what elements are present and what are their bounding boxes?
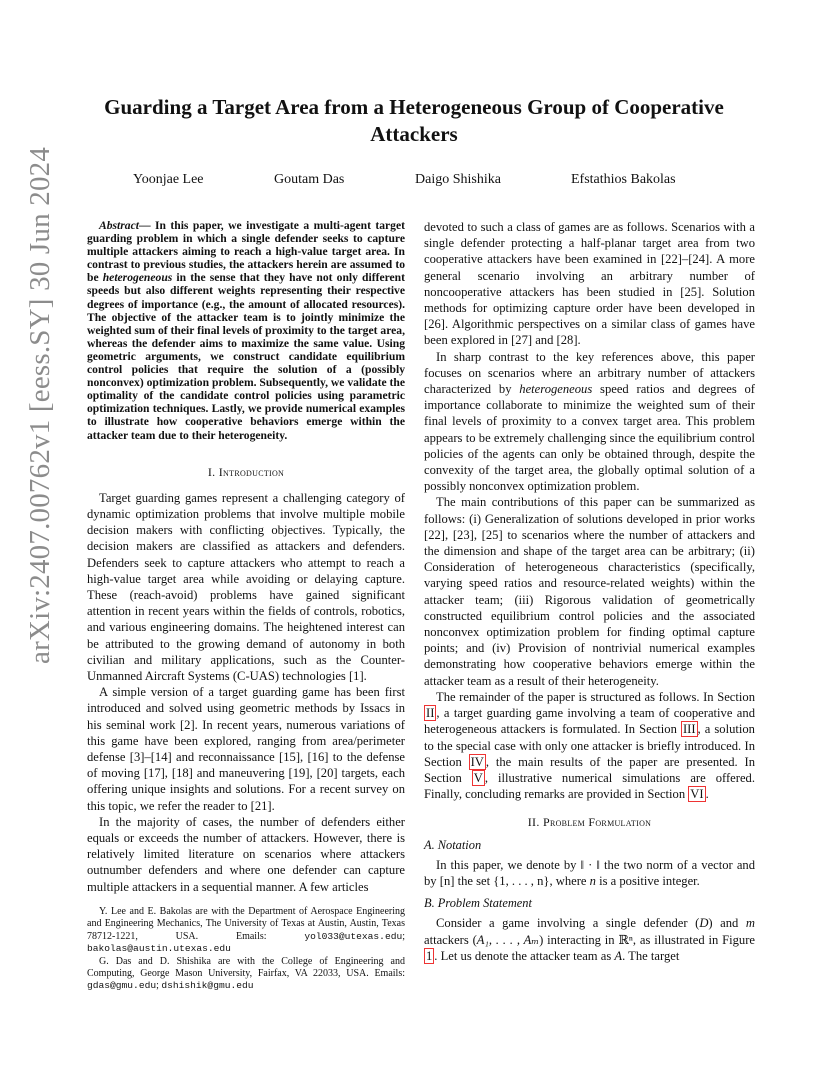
paragraph: The remainder of the paper is structured as follows. In Section II , a target guarding game involving a team of cooperative and heterogeneous attackers is formulated. In Section III , a solution to the special case with only one attacker is briefly introduced. In Section IV , the main results of the paper are presented. In Section V , illustrative numerical simulations are offered. Finally, concluding remarks are provided in Section VI . <box>424 689 755 802</box>
subsection-heading-problem-statement: B. Problem Statement <box>424 896 532 911</box>
footnote-affiliation: G. Das and D. Shishika are with the College of Engineering and Computing, George Mason University, Fairfax, VA 22033, USA. Emails: gdas@gmu.edu; dshishik@gmu.edu <box>87 955 405 992</box>
arxiv-identifier-stamp: arXiv:2407.00762v1 [eess.SY] 30 Jun 2024 <box>24 146 56 664</box>
abstract-text: in the sense that they have not only different speeds but also different weights representing their respective degrees of importance (e.g., the amount of allocated resources). The objective of the attacker team is to jointly minimize the weighted sum of their final levels of proximity to the target area, whereas the defender aims to maximize the same value. Using geometric arguments, we construct candidate equilibrium control policies that require the solution of a (possibly nonconvex) optimization problem. Subsequently, we validate the optimality of the candidate control policies using parametric optimization techniques. Lastly, we provide numerical examples to illustrate how cooperative behaviors emerge within the attacker team due to their heterogeneity. <box>87 271 405 442</box>
section-heading-problem-formulation: II. Problem Formulation <box>527 815 652 830</box>
section-ref-link[interactable]: III <box>682 722 696 737</box>
section-ref-link[interactable]: II <box>426 706 435 721</box>
section-ref-link[interactable]: IV <box>470 754 484 769</box>
abstract-label: Abstract <box>99 219 139 232</box>
emphasis: heterogeneous <box>519 382 593 397</box>
abstract-text: — In this paper, we investigate a multi-agent target guarding problem in which a single defender seeks to capture multiple attackers aiming to reach a high-value target area. In contrast to previous studies, the attackers herein are assumed to be <box>87 219 405 285</box>
paragraph: Target guarding games represent a challenging category of dynamic optimization problems that involve multiple mobile decision makers with conflicting objectives. Typically, the decision makers are classified as attackers and defenders. Defenders seek to capture attackers who attempt to reach a high-value target area while avoiding or delaying capture. These (reach-avoid) problems have gained significant attention in recent years within the fields of controls, robotics, and various engineering domains. The heightened interest can be attributed to the growing demand of autonomy in both civilian and military applications, such as the Counter-Unmanned Aircraft Systems (C-UAS) technologies [1]. <box>87 490 405 684</box>
email-link[interactable]: yol033@utexas.edu <box>304 930 403 942</box>
paragraph: devoted to such a class of games are as follows. Scenarios with a single defender protecting a half-planar target area from two cooperative attackers have been examined in [22]–[24]. A more general scenario involving an arbitrary number of noncooperative attackers has been studied in [25]. Solution methods for optimizing capture order have been developed in [26]. Algorithmic perspectives on a similar class of games have been explored in [27] and [28]. <box>424 220 755 348</box>
paragraph: Consider a game involving a single defender (D) and m attackers (A₁, . . . , Aₘ) interacting in ℝⁿ, as illustrated in Figure 1 . Let us denote the attacker team as A. The target <box>424 916 755 963</box>
right-column <box>424 219 755 964</box>
abstract-emphasis: heterogeneous <box>102 271 173 285</box>
author-name: Goutam Das <box>274 172 345 187</box>
left-column <box>87 219 405 895</box>
email-link[interactable]: bakolas@austin.utexas.edu <box>87 943 231 955</box>
section-heading-introduction: I. Introduction <box>207 464 285 479</box>
author-name: Efstathios Bakolas <box>571 172 676 187</box>
subsection-heading-notation: A. Notation <box>424 837 482 852</box>
author-name: Daigo Shishika <box>415 172 501 187</box>
author-name: Yoonjae Lee <box>133 172 204 187</box>
paragraph: In this paper, we denote by ‖ · ‖ the two norm of a vector and by [n] the set {1, . . . , n}, where n is a positive integer. <box>424 857 755 888</box>
paper-title: Guarding a Target Area from a Heterogeneous Group of Cooperative Attackers <box>104 95 724 146</box>
email-link[interactable]: dshishik@gmu.edu <box>161 980 254 992</box>
abstract <box>87 219 405 442</box>
footnotes <box>87 906 405 993</box>
section-ref-link[interactable]: VI <box>690 787 704 802</box>
email-link[interactable]: gdas@gmu.edu <box>87 980 157 992</box>
paragraph: In sharp contrast to the key references above, this paper focuses on scenarios where an arbitrary number of attackers characterized by heterogeneous speed ratios and degrees of importance collaborate to minimize the weighted sum of their final levels of proximity to a convex target area. This problem appears to be extremely challenging since the equilibrium control policies of the agents can only be obtained through, despite the convexity of the target area, the globally optimal solution of a possibly nonconvex optimization problem. <box>424 349 755 494</box>
paragraph: A simple version of a target guarding game has been first introduced and solved using geometric methods by Issacs in his seminal work [2]. In recent years, numerous variations of this game have been explored, ranging from area/perimeter defense [3]–[14] and reconnaissance [15], [16] to the defense of moving [17], [18] and maneuvering [19], [20] targets, each offering unique insights and solutions. For a recent survey on this topic, we refer the reader to [21]. <box>87 685 405 813</box>
section-ref-link[interactable]: V <box>473 770 483 785</box>
paragraph: The main contributions of this paper can be summarized as follows: (i) Generalization of solutions developed in prior works [22], [23], [25] to scenarios where the number of attackers and the dimension and shape of the target area can be arbitrary; (ii) Consideration of heterogeneous characteristics (specifically, varying speed ratios and resource-related weights) within the attacker team; (iii) Rigorous validation of geometrically constructed equilibrium control policies and the associated nonconvex optimization problem for finding optimal capture points; and (iv) Provision of nontrivial numerical examples demonstrating how cooperative behaviors emerge within the attacker team as a result of their heterogeneity. <box>424 495 755 688</box>
author-list <box>0 172 828 192</box>
figure-ref-link[interactable]: 1 <box>426 948 433 963</box>
paragraph: In the majority of cases, the number of defenders either equals or exceeds the number of attackers. However, there is relatively limited literature on scenarios where attackers outnumber defenders and where one defender can capture multiple attackers in a sequential manner. A few articles <box>87 814 405 894</box>
footnote-affiliation: Y. Lee and E. Bakolas are with the Department of Aerospace Engineering and Engineering Mechanics, The University of Texas at Austin, Austin, Texas 78712-1221, USA. Emails: yol033@utexas.edu; bakolas@austin.utexas.edu <box>87 906 405 955</box>
